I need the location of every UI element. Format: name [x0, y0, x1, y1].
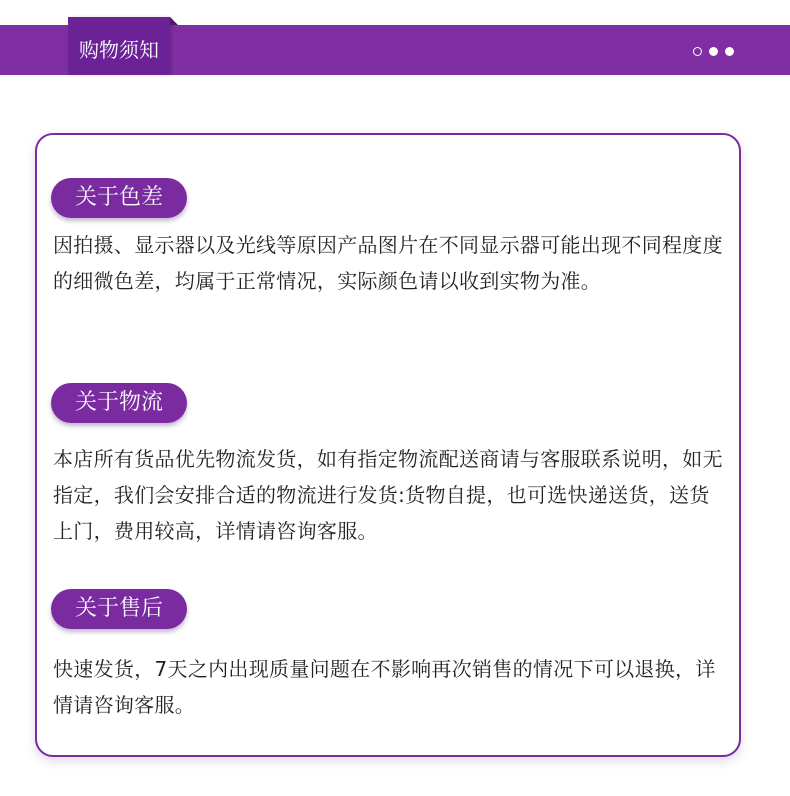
decorative-dots [693, 47, 734, 56]
section-body-color-difference: 因拍摄、显示器以及光线等原因产品图片在不同显示器可能出现不同程度度的细微色差，均属于正常情况，实际颜色请以收到实物为准。 [53, 233, 723, 293]
hollow-dot-icon [693, 47, 702, 56]
section-title-logistics: 关于物流 [51, 383, 187, 423]
tab-fold-decoration [170, 17, 178, 25]
filled-dot-icon [725, 47, 734, 56]
filled-dot-icon [709, 47, 718, 56]
section-title-color-difference: 关于色差 [51, 178, 187, 218]
section-body-logistics: 本店所有货品优先物流发货，如有指定物流配送商请与客服联系说明，如无指定，我们会安排合适的物流进行发货:货物自提，也可选快递送货，送货上门，费用较高，详情请咨询客服。 [53, 447, 723, 543]
page-title: 购物须知 [79, 38, 159, 62]
section-title-after-sales: 关于售后 [51, 589, 187, 629]
section-body-after-sales: 快速发货，7天之内出现质量问题在不影响再次销售的情况下可以退换，详情请咨询客服。 [53, 657, 716, 717]
